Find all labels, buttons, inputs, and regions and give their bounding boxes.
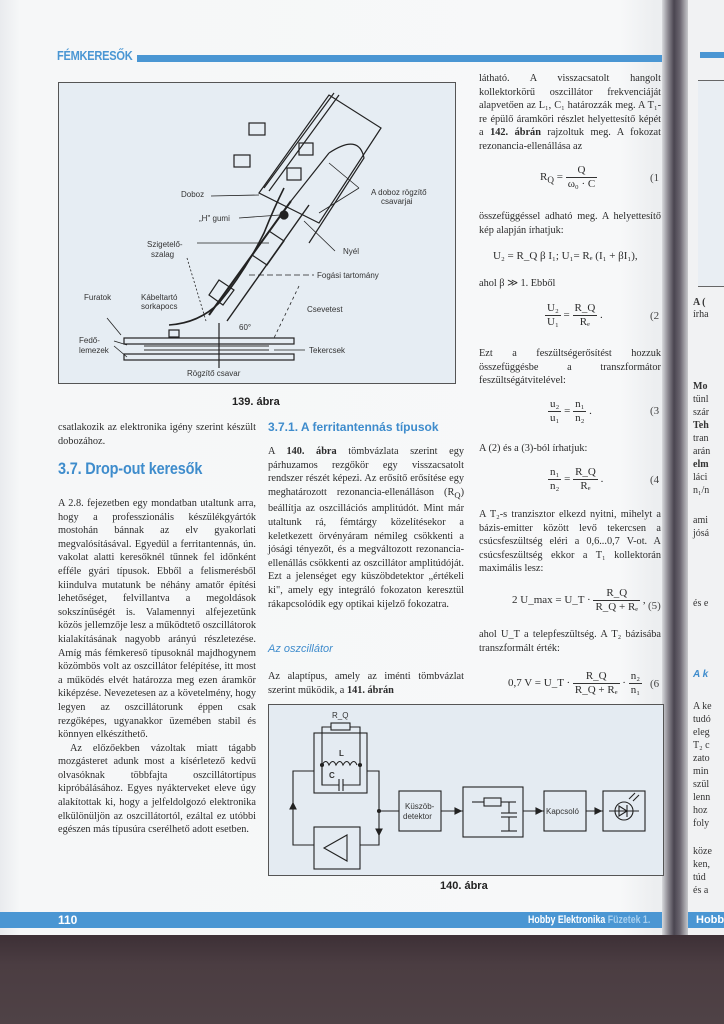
right-page-text: tran	[693, 433, 709, 444]
label-szigetelo: Szigetelő-	[147, 240, 183, 249]
eq-denominator: R_Q + Rₑ	[595, 601, 639, 613]
right-page-text: Mo	[693, 381, 708, 392]
eq-denominator: n₁	[630, 684, 641, 696]
right-page-footer-text: Hobb	[696, 914, 724, 926]
text: Az alaptípus, amely az iménti tömbvázlat szerint működik, a	[268, 671, 464, 696]
paragraph: A (2) és a (3)-ból írhatjuk:	[479, 443, 588, 454]
right-page-text: min	[693, 766, 709, 777]
label-csavarjai: csavarjai	[381, 197, 413, 206]
right-page-text: Teh	[693, 420, 709, 431]
equation-3: $\frac{\text{u₂}}{\text{u₁}}$ = $\frac{\text{n₁}}{\text{n₂}}$ .	[550, 398, 592, 424]
eq-numerator: n₁	[575, 398, 585, 410]
eq-denominator: n₂	[575, 412, 585, 424]
label-fedo: Fedő-	[79, 336, 100, 345]
eq-numerator: n₂	[630, 670, 641, 682]
eq-denominator: R_Q + Rₑ	[574, 684, 618, 696]
page-number: 110	[58, 913, 78, 927]
right-page-text: T₂ c	[693, 740, 710, 751]
label-fogasi: Fogási tartomány	[317, 271, 379, 280]
label-doboz: Doboz	[181, 190, 205, 199]
right-page-heading: A k	[693, 669, 709, 680]
right-page-text: A ke	[693, 701, 712, 712]
paragraph: ahol U_T a telepfeszültség. A T₂ bázisába transzformált érték:	[479, 629, 661, 654]
eq-denominator: n₂	[550, 480, 560, 492]
figure-139-caption: 139. ábra	[232, 396, 280, 408]
paragraph	[479, 72, 661, 154]
subsubsection-heading: Az oszcillátor	[268, 643, 333, 655]
right-page-text: ken,	[693, 859, 710, 870]
left-column-body	[58, 497, 256, 837]
right-page-text: zato	[693, 753, 710, 764]
label-furatok: Furatok	[84, 293, 112, 302]
right-page-text: eleg	[693, 727, 710, 738]
right-page-text: szül	[693, 779, 710, 790]
figure-139	[58, 82, 456, 384]
eq-lhs: 2 U_max = U_T ·	[512, 594, 591, 607]
label-nyel: Nyél	[343, 247, 360, 256]
figure-ref: 140. ábra	[286, 446, 337, 457]
equation-number: (6	[650, 678, 660, 690]
equation-6: 0,7 V = U_T · $\frac{R\_Q}{\text{R\_Q + Rₑ}}$ · $\frac{\text{n₂}}{\text{n₁}}$	[508, 670, 641, 696]
eq-denominator: ω₀ · C	[567, 178, 596, 190]
publication-title: Hobby Elektronika	[528, 914, 606, 926]
right-page-text: elm	[693, 459, 709, 470]
middle-column-body	[268, 445, 464, 611]
paragraph: ahol β ≫ 1. Ebből	[479, 278, 556, 289]
right-page-text: túd	[693, 872, 706, 883]
right-page-text: láci	[693, 472, 708, 483]
text: tömbvázlata szerint egy párhuzamos rezgőkör egy visszacsatolt rendszer részét képezi. Az erősítő erősítése egy meghatározott rezonancia-ellenálláson (R	[268, 446, 464, 498]
right-column-para2	[479, 210, 661, 237]
label-c: C	[329, 771, 335, 780]
label-doboz-rogzito: A doboz rögzítő	[371, 188, 427, 197]
paragraph: A T₂-s tranzisztor elkezd nyitni, mihelyt a bázis-emitter között levő tekercsen a csúcsfeszültség eléri a 0,6...0,7 V-ot. A csúcsfeszültség ekkor a T₁ kollektorán maximális lesz:	[479, 509, 661, 575]
equation-4: $\frac{\text{n₁}}{\text{n₂}}$ = $\frac{R\_Q}{\text{Rₑ}}$ .	[550, 466, 604, 492]
right-page-text: és e	[693, 598, 709, 609]
right-page-text: írha	[693, 309, 709, 320]
eq-denominator: U₁	[547, 316, 559, 328]
paragraph: Ezt a feszültségerősítést hozzuk összefüggésbe a transzformátor feszültségátvitelével:	[479, 348, 661, 387]
subscript: Q	[454, 489, 461, 500]
intro-paragraph: csatlakozik az elektronika igény szerint készült dobozához.	[58, 422, 256, 447]
label-tekercsek: Tekercsek	[309, 346, 346, 355]
eq-denominator: u₁	[550, 412, 560, 424]
paragraph: A 2.8. fejezetben egy mondatban utaltunk arra, hogy a professzionális készülékgyártók mostohán bánnak az elv gyakorlati megvalósításával. Egyedül a ferritantennás, ún. vakolat alatti keresőknél tűnnek fel időnként efféle gyári típusok. Ebből a felismerésből kiindulva mutatunk be néhány amatőr építési lehetőséget, felvillantva a megoldások sokszínűségét is. Valamennyi alfejezetünk közös jellemzője lesz a működtető oszcillátorok kialakításának nagyobb arányú részletezése. Amíg más fémkereső típusoknál majdhogynem közömbös volt az oszcillátor felépítése, itt most a működés elvét határozza meg ezen áramkör kiképzése. Nevezetesen az a követelmény, hogy legyen az oszcillátorunk éppen csak rezgőképes, ugyanakkor üzemében stabil és könnyen elkészíthető.	[58, 498, 256, 741]
block-diagram	[269, 705, 663, 875]
figure-140-caption: 140. ábra	[440, 880, 488, 892]
table-surface	[0, 935, 724, 1024]
label-csevetest: Csevetest	[307, 305, 343, 314]
eq-lhs: R	[540, 171, 548, 184]
right-page-text: jósá	[693, 528, 710, 539]
right-page-text: szár	[693, 407, 710, 418]
equation-5: 2 U_max = U_T · $\frac{R\_Q}{\text{R\_Q + Rₑ}}$ ,	[512, 587, 646, 613]
label-h-gumi: „H" gumi	[199, 214, 230, 223]
right-column-para3	[479, 277, 661, 291]
equation-number: (5)	[648, 600, 661, 612]
label-kabeltarto: Kábeltartó	[141, 293, 178, 302]
equation-number: (4	[650, 474, 660, 486]
right-column-para1	[479, 72, 661, 154]
right-page-header-bar	[700, 52, 724, 58]
right-page-text: arán	[693, 446, 711, 457]
eq-numerator: Q	[566, 164, 598, 178]
section-heading: 3.7. Drop-out keresők	[58, 459, 203, 478]
eq-numerator: n₁	[550, 466, 560, 478]
eq-numerator: R_Q	[574, 302, 596, 314]
right-page-text: tudó	[693, 714, 711, 725]
right-page-text: hoz	[693, 805, 708, 816]
text: látható. A visszacsatolt hangolt kollektorkörű oszcillátor frekvenciáját alapvetően az L₁, C₁ határozzák meg. A T₁-re épülő áramköri részlet helyettesítő képét a	[479, 73, 661, 139]
eq-numerator: R_Q	[575, 466, 596, 478]
text: A	[268, 446, 287, 457]
equation-line: U₂ = R_Q β I₁; U₁= Rₑ (I₁ + βI₁),	[493, 250, 638, 262]
right-page-text: A (	[693, 297, 706, 308]
eq-sub: Q	[547, 175, 554, 186]
publication-name	[528, 914, 650, 926]
eq-numerator: R_Q	[573, 670, 620, 684]
figure-ref: 142. ábrán	[490, 127, 541, 139]
equation-number: (3	[650, 405, 660, 417]
right-page-text: és a	[693, 885, 709, 896]
eq-denominator: Rₑ	[580, 480, 591, 492]
eq-numerator: U₂	[547, 302, 559, 314]
text: ) beállítja az oszcillációs amplitúdót. Mint már utaltunk rá, fémtárgy közelítésekor a keletkezett örvényáram némileg csökkenti a jósági tényezőt, és a megváltozott rezonancia-ellenállás csökkenti az oszcillátor amplitúdóját. Ezt a jelenséget egy küszöbdetektor „értékeli ki", amely egy integráló fokozaton keresztül rákapcsolódik egy optikai kijelző fokozatra.	[268, 486, 464, 610]
right-page-text: lenn	[693, 792, 711, 803]
header-title: FÉMKERESŐK	[57, 48, 133, 63]
eq-numerator: R_Q	[593, 587, 640, 601]
text: rajzoltuk meg. A fokozat rezonancia-ellenállása az	[479, 127, 661, 152]
figure-140	[268, 704, 664, 876]
middle-column-body-2	[268, 670, 464, 697]
right-page	[688, 0, 724, 935]
figure-ref: 141. ábrán	[346, 684, 394, 696]
right-page-text: tünl	[693, 394, 709, 405]
eq-denominator: Rₑ	[579, 316, 590, 328]
label-sorkapocs: sorkapocs	[141, 302, 178, 311]
metal-detector-drawing	[59, 83, 455, 383]
left-intro	[58, 421, 256, 448]
right-column-para6	[479, 508, 661, 576]
paragraph: összefüggéssel adható meg. A helyettesítő kép alapján írhatjuk:	[479, 211, 661, 236]
label-angle: 60°	[239, 323, 252, 332]
paragraph	[268, 670, 464, 697]
book-gutter	[662, 0, 688, 935]
eq-lhs: 0,7 V = U_T ·	[508, 677, 571, 690]
right-column-para7	[479, 628, 661, 655]
label-rogzito-csavar: Rögzítő csavar	[187, 369, 241, 378]
label-kuszob: Küszöb-	[405, 802, 435, 811]
running-header	[57, 48, 662, 68]
right-column-para5	[479, 442, 661, 456]
label-rq: R_Q	[332, 711, 349, 720]
right-page-text: ami	[693, 515, 708, 526]
paragraph	[268, 445, 464, 611]
right-page-text: foly	[693, 818, 710, 829]
label-szalag: szalag	[151, 250, 175, 259]
equation-number: (1	[650, 172, 660, 184]
right-column-para4	[479, 347, 661, 388]
equation-1: $R_Q$ = $\frac{Q}{\text{ω₀ · C}}$	[540, 164, 596, 190]
equation-2: $\frac{\text{U₂}}{\text{U₁}}$ = $\frac{R\_Q}{\text{Rₑ}}$ .	[547, 302, 603, 328]
label-detektor: detektor	[403, 812, 432, 821]
equation-number: (2	[650, 310, 660, 322]
label-l: L	[339, 749, 344, 758]
label-kapcsolo: Kapcsoló	[546, 807, 579, 816]
label-lemezek: lemezek	[79, 346, 109, 355]
paragraph: Az előzőekben vázoltak miatt tágabb mozgásteret adunk most a kísérletező kedvű olvasóknak többfajta oszcillátortípus kipróbálásához. Egyes nyákterveket eleve úgy alakítottak ki, hogy a jelfeldolgozó elektronika elkülönüljön az oszcillátortól, ezáltal ez utóbbi egészen más típusúra cserélhető adott esetben.	[58, 742, 256, 836]
eq-numerator: u₂	[550, 398, 560, 410]
right-page-figure	[698, 80, 724, 287]
publication-series: Füzetek 1.	[607, 914, 651, 926]
right-page-text: köze	[693, 846, 712, 857]
header-rule	[137, 55, 662, 62]
subsection-heading: 3.7.1. A ferritantennás típusok	[268, 420, 439, 434]
right-page-text: n₁/n	[693, 485, 710, 496]
